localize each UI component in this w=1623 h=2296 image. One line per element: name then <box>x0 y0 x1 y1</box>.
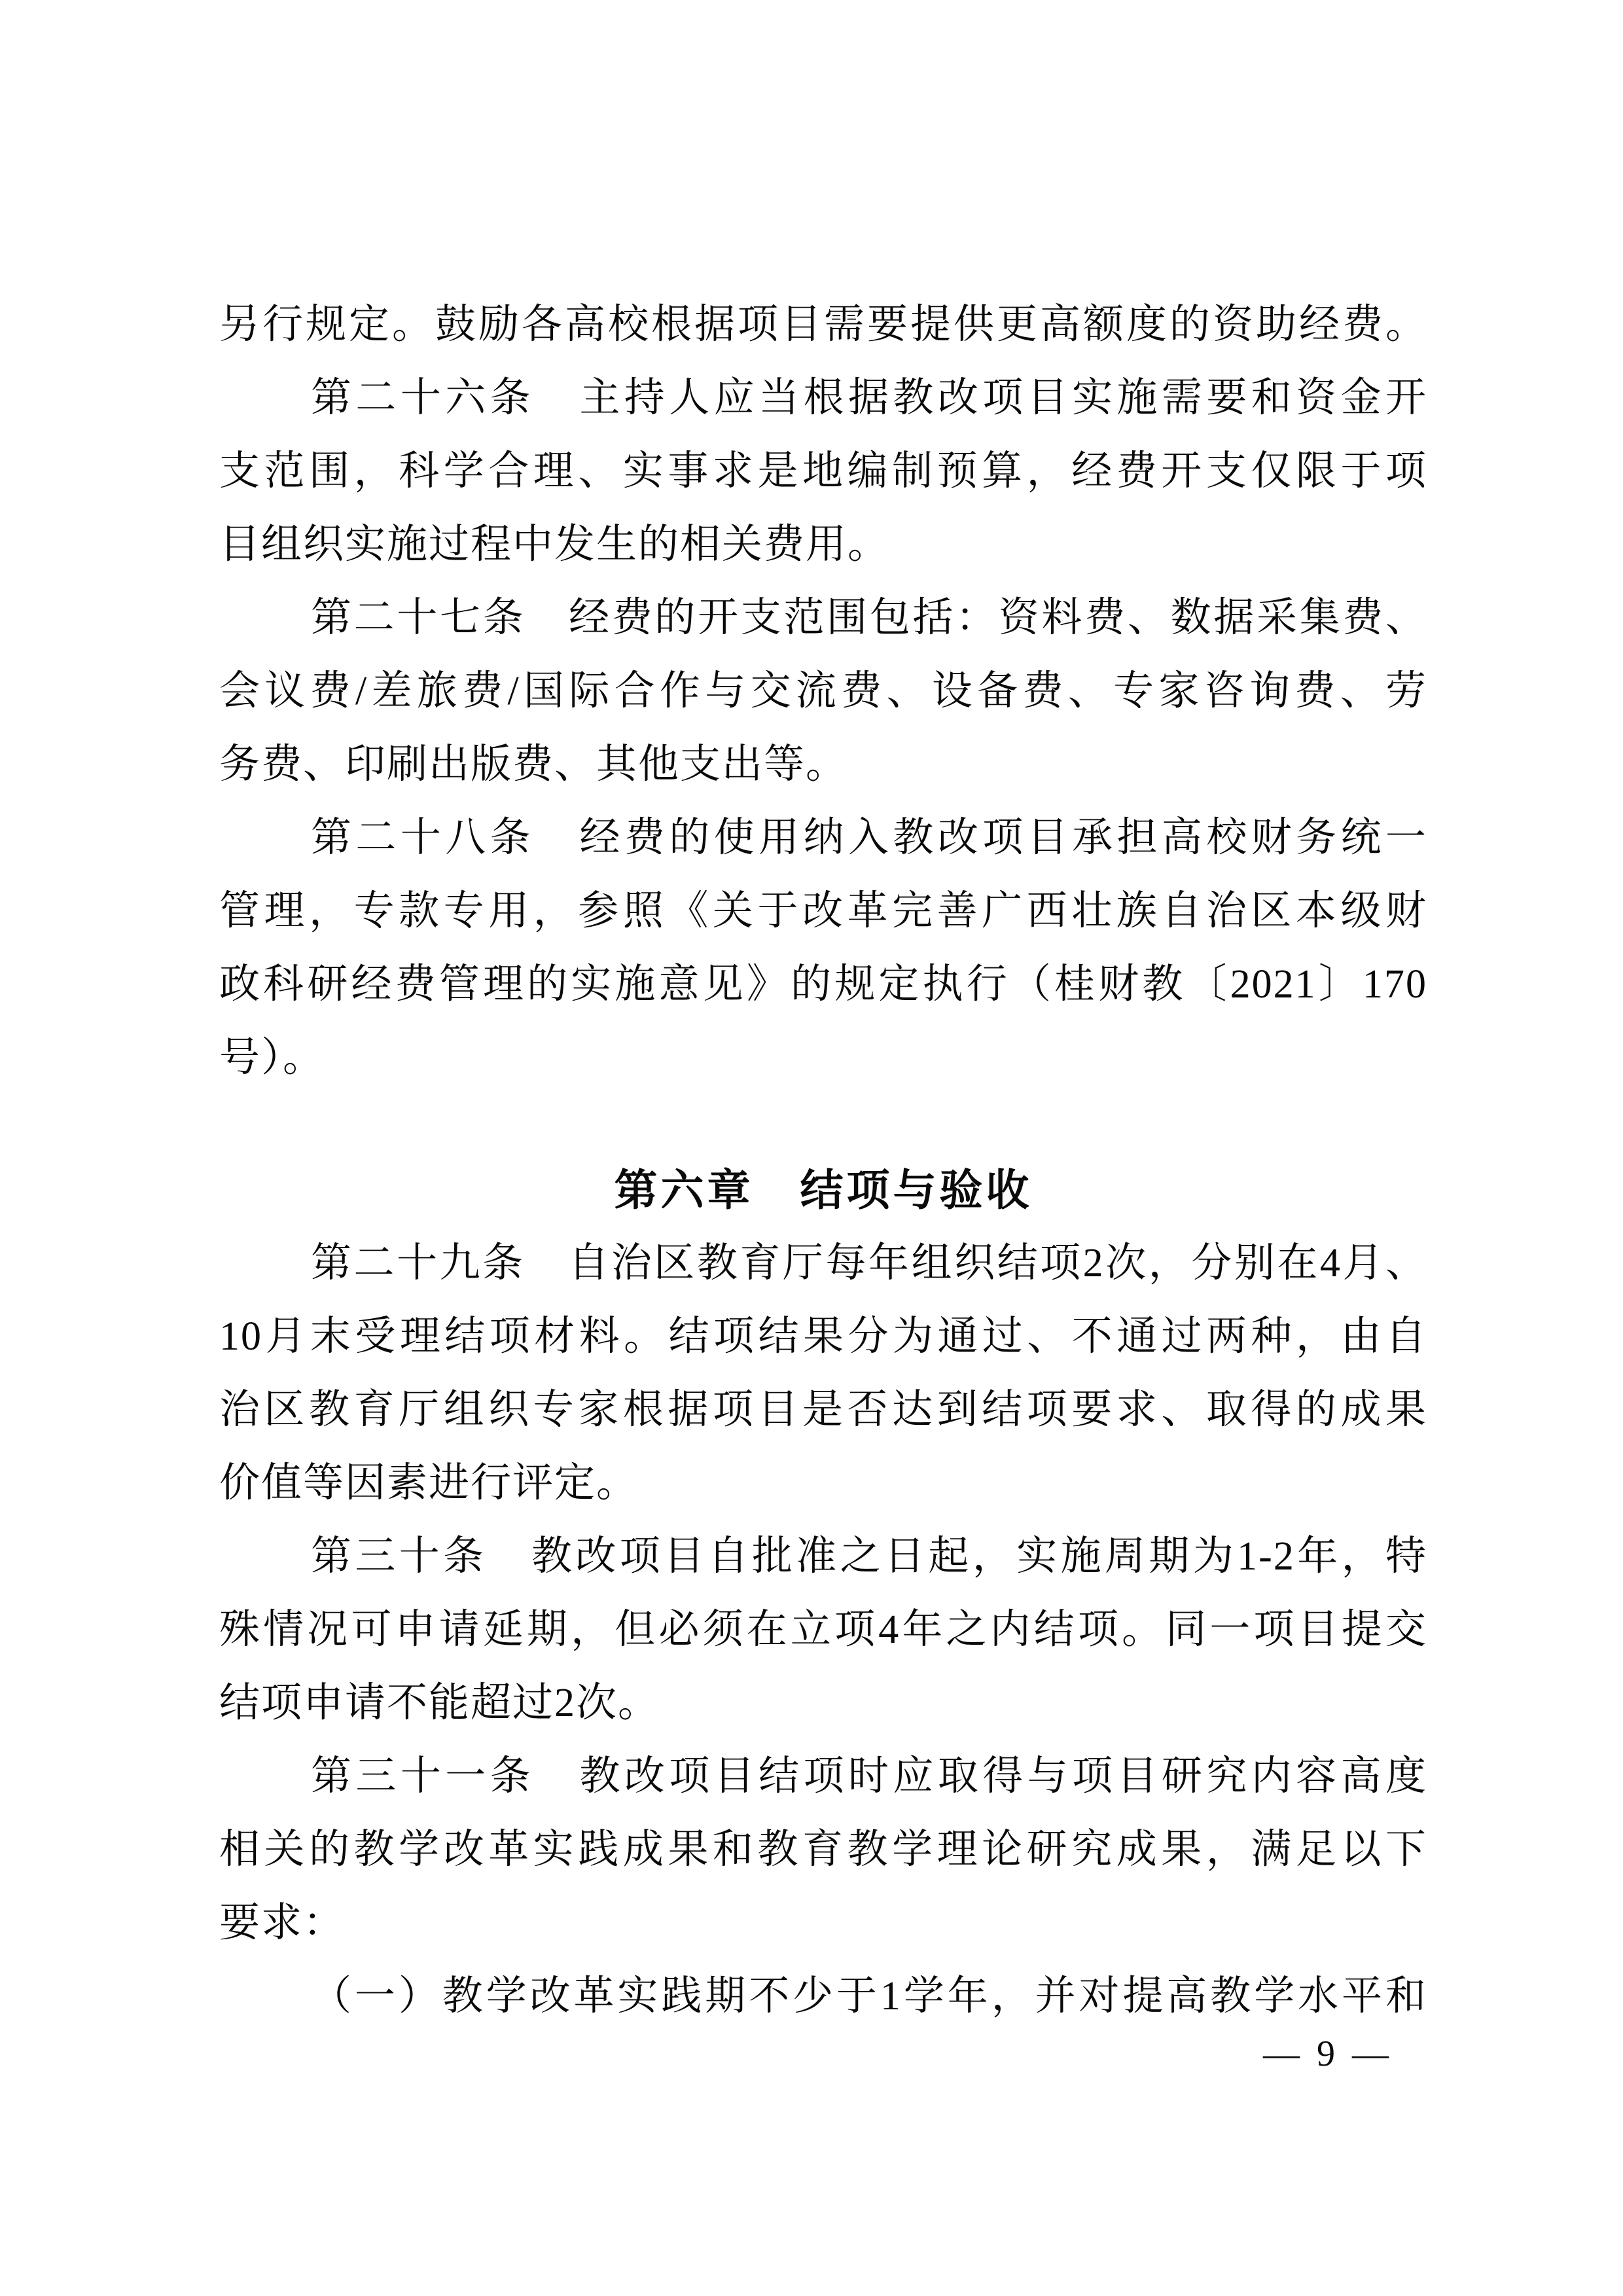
body-line: 政科研经费管理的实施意见》的规定执行（桂财教〔2021〕170 <box>219 962 1427 1007</box>
body-line: 另行规定。鼓励各高校根据项目需要提供更高额度的资助经费。 <box>219 302 1427 347</box>
chapter-heading: 第六章 结项与验收 <box>614 1166 1033 1214</box>
body-line: 治区教育厅组织专家根据项目是否达到结项要求、取得的成果 <box>219 1388 1427 1432</box>
body-line: 10月末受理结项材料。结项结果分为通过、不通过两种，由自 <box>219 1314 1427 1359</box>
body-line: 号）。 <box>219 1035 325 1080</box>
body-line: 价值等因素进行评定。 <box>219 1461 639 1505</box>
document-body <box>219 288 1427 2033</box>
body-line: 支范围，科学合理、实事求是地编制预算，经费开支仅限于项 <box>219 449 1427 493</box>
body-line: 结项申请不能超过2次。 <box>219 1681 660 1725</box>
body-line: 目组织实施过程中发生的相关费用。 <box>219 522 890 567</box>
body-line: 要求： <box>219 1901 346 1945</box>
body-line: 相关的教学改革实践成果和教育教学理论研究成果，满足以下 <box>219 1827 1427 1872</box>
body-line: 第二十九条 自治区教育厅每年组织结项2次，分别在4月、 <box>311 1241 1427 1285</box>
body-line: 会议费/差旅费/国际合作与交流费、设备费、专家咨询费、劳 <box>219 669 1427 713</box>
body-line: 务费、印刷出版费、其他支出等。 <box>219 742 848 787</box>
body-line: （一）教学改革实践期不少于1学年，并对提高教学水平和 <box>311 1974 1427 2018</box>
body-line: 第二十八条 经费的使用纳入教改项目承担高校财务统一 <box>311 816 1427 860</box>
body-line: 管理，专款专用，参照《关于改革完善广西壮族自治区本级财 <box>219 889 1427 933</box>
body-line: 第二十七条 经费的开支范围包括：资料费、数据采集费、 <box>311 596 1427 640</box>
body-line: 第三十一条 教改项目结项时应取得与项目研究内容高度 <box>311 1754 1427 1799</box>
body-line: 第二十六条 主持人应当根据教改项目实施需要和资金开 <box>311 376 1427 420</box>
body-line: 第三十条 教改项目自批准之日起，实施周期为1-2年，特 <box>311 1534 1427 1579</box>
body-line: 殊情况可申请延期，但必须在立项4年之内结项。同一项目提交 <box>219 1607 1427 1652</box>
page-number: — 9 — <box>1263 2034 1393 2074</box>
